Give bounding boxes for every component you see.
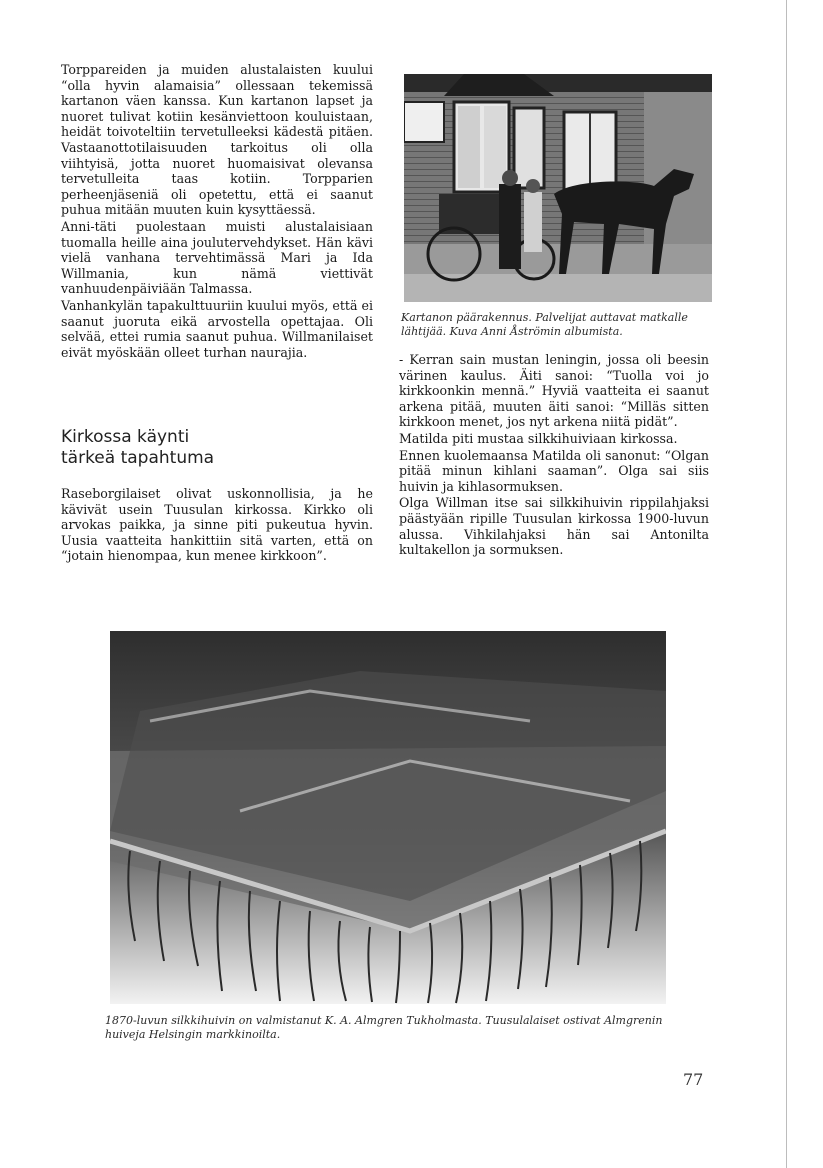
paragraph: Anni-täti puolestaan muisti alustalaisiaan tuomalla heille aina joulutervehdykset. Hän kävi vielä vanhana tervehtimässä Mari ja Ida Willmania, kun nämä viettivät vanhuudenpäiviään Talmassa. [61, 218, 373, 297]
paragraph: Raseborgilaiset olivat uskonnollisia, ja he kävivät usein Tuusulan kirkossa. Kirkko oli arvokas paikka, ja sinne piti pukeutua hyvin. Uusia vaatteita hankittiin sitä varten, että on “jotain hienompaa, kun menee kirkkoon”. [61, 486, 373, 564]
paragraph: Ennen kuolemaansa Matilda oli sanonut: “Olgan pitää minun kihlani saaman”. Olga sai siis huivin ja kihlasormuksen. [399, 447, 709, 494]
scan-edge-line [786, 0, 787, 1168]
right-column [399, 352, 709, 559]
photo-caption-house: Kartanon päärakennus. Palvelijat auttavat matkalle lähtijää. Kuva Anni Åströmin albumista. [401, 311, 688, 338]
paragraph: Matilda piti mustaa silkkihuiviaan kirkossa. [399, 430, 678, 446]
manor-house-photo [404, 74, 712, 302]
left-column-top [61, 62, 373, 361]
photo-caption-shawl: 1870-luvun silkkihuivin on valmistanut K. A. Almgren Tukholmasta. Tuusulalaiset ostivat Almgrenin huiveja Helsingin markkinoilta. [105, 1014, 663, 1041]
paragraph: Vanhankylän tapakulttuuriin kuului myös, että ei saanut juoruta eikä arvostella opettajaa. Oli selvää, ettei rumia saanut puhua. Willmanilaiset eivät myöskään olleet turhan naurajia. [61, 297, 373, 360]
paragraph: Olga Willman itse sai silkkihuivin rippilahjaksi päästyään ripille Tuusulan kirkossa 1900-luvun alussa. Vihkilahjaksi hän sai Antonilta kultakellon ja sormuksen. [399, 495, 709, 558]
page-number: 77 [683, 1070, 704, 1089]
section-heading [61, 427, 373, 469]
heading-line-1: Kirkossa käynti [61, 427, 190, 447]
silk-shawl-photo [110, 631, 666, 1004]
heading-line-2: tärkeä tapahtuma [61, 448, 215, 468]
paragraph: Torppareiden ja muiden alustalaisten kuului “olla hyvin alamaisia” ollessaan tekemissä kartanon väen kanssa. Kun kartanon lapset ja nuoret tulivat kotiin kesänviettoon kouluistaan, heidät toivoteltiin tervetulleeksi kädestä pitäen. Vastaanottotilaisuuden tarkoitus oli olla viihtyisä, jotta nuoret huomaisivat olevansa tervetulleita taas kotiin. Torpparien perheenjäseniä oli opetettu, että ei saanut puhua mitään muuten kuin kysyttäessä. [61, 62, 373, 218]
paragraph: - Kerran sain mustan leningin, jossa oli beesin värinen kaulus. Äiti sanoi: “Tuolla voi jo kirkkoonkin mennä.” Hyviä vaatteita ei saanut arkena pitää, muuten äiti sanoi: “Milläs sitten kirkkoon menet, jos nyt arkena niitä pidät”. [399, 352, 709, 430]
left-column-bottom [61, 486, 373, 565]
